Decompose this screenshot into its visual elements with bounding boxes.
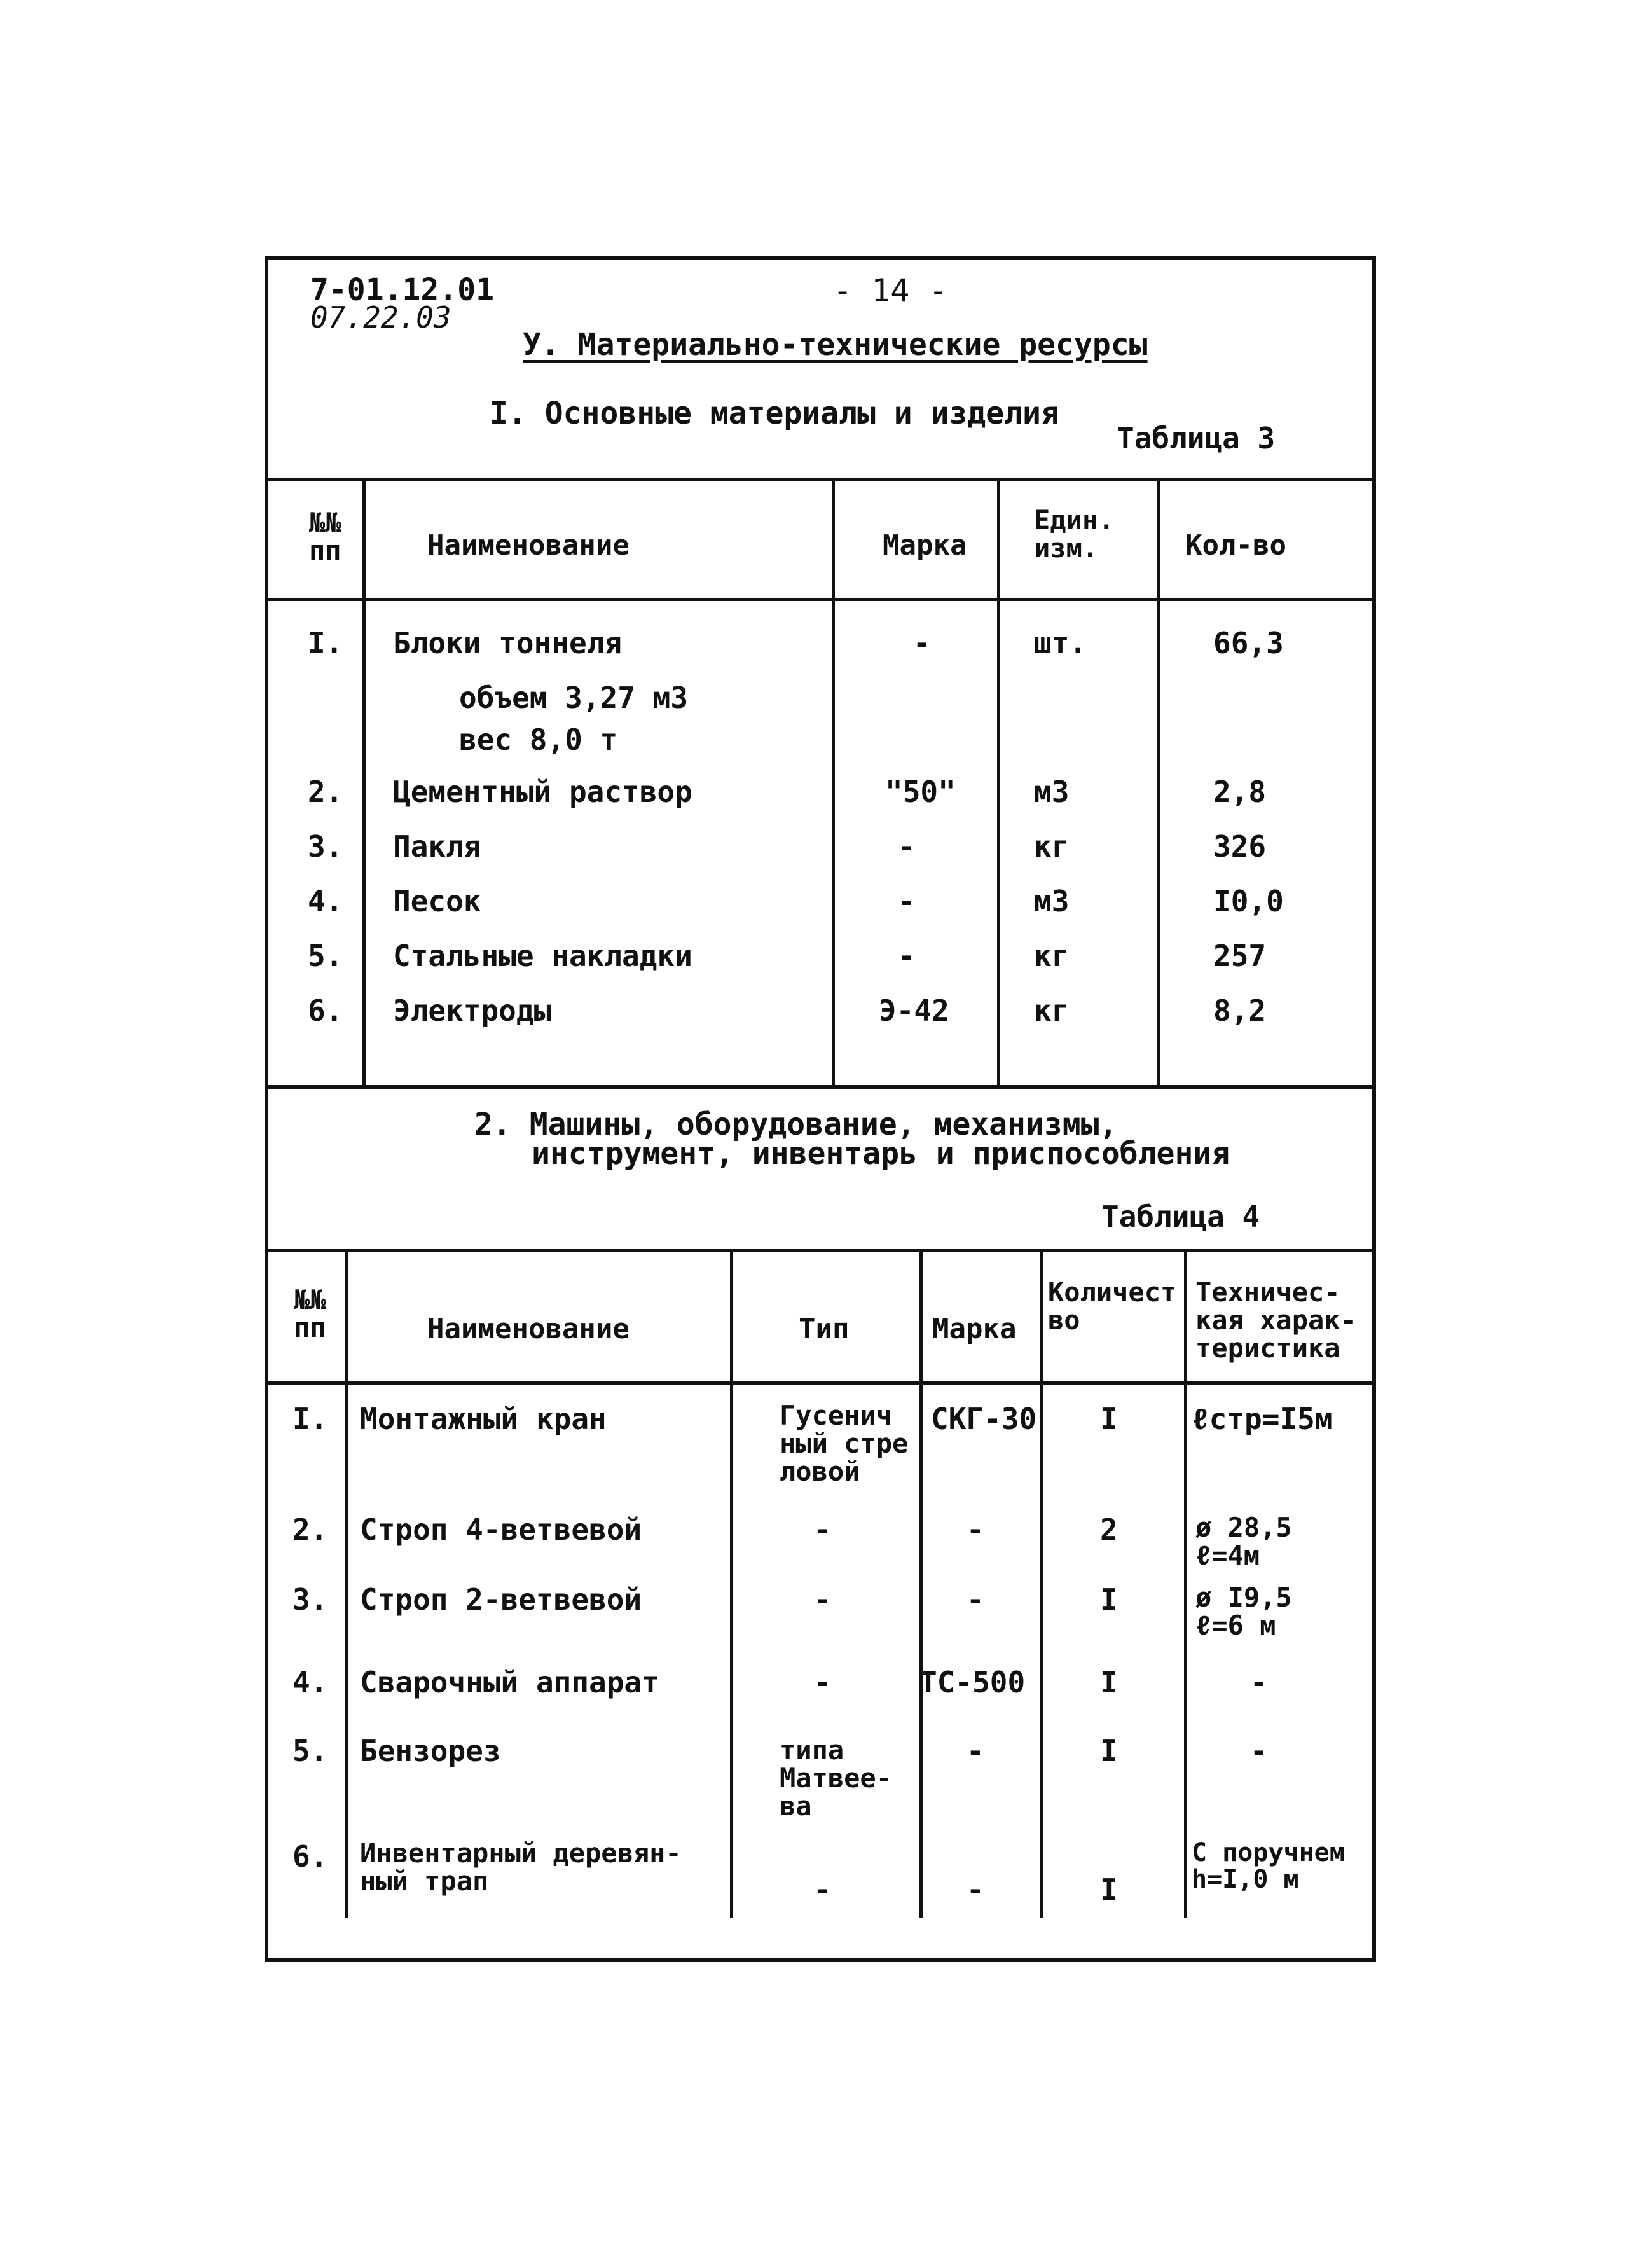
row-mark: "50" <box>885 775 956 809</box>
page-number: - 14 - <box>833 272 948 309</box>
row-tech: ø I9,5 ℓ=6 м <box>1195 1582 1292 1642</box>
table4-header-tech: Техничес- кая харак- теристика <box>1195 1276 1356 1364</box>
row-type: - <box>814 1872 832 1907</box>
row-mark: - <box>898 939 916 973</box>
row-qty: 8,2 <box>1213 993 1267 1028</box>
table3-header-border <box>265 598 1376 601</box>
row-qty: I0,0 <box>1213 884 1284 918</box>
row-num: I. <box>308 626 343 660</box>
table3-top-border <box>265 478 1376 481</box>
row-num: 3. <box>308 829 343 864</box>
table4-header-name: Наименование <box>427 1313 630 1345</box>
row-type: - <box>814 1665 832 1699</box>
row-name: Электроды <box>393 993 552 1028</box>
table3-header-unit: Един. изм. <box>1034 504 1115 564</box>
row-type: - <box>814 1582 832 1617</box>
row-unit: м3 <box>1034 775 1070 809</box>
row-unit: кг <box>1034 993 1070 1028</box>
table3-header-num: №№ пп <box>309 507 341 567</box>
table4-col-divider <box>1184 1249 1187 1918</box>
subsection-title-2: 2. Машины, оборудование, механизмы, <box>474 1107 1118 1142</box>
table3-header-mark: Марка <box>883 529 967 562</box>
doc-code-handwritten: 07.22.03 <box>310 300 451 335</box>
row-type: - <box>814 1512 832 1547</box>
row-unit: шт. <box>1034 626 1087 660</box>
table3-header-qty: Кол-во <box>1185 529 1286 562</box>
table4-caption: Таблица 4 <box>1101 1200 1260 1234</box>
row-name: Монтажный кран <box>360 1402 607 1436</box>
row-mark: - <box>967 1512 984 1547</box>
row-name: Цементный раствор <box>393 775 692 809</box>
row-mark: Э-42 <box>879 993 949 1028</box>
section-title: У. Материально-технические ресурсы <box>523 327 1148 363</box>
row-mark: - <box>898 884 916 918</box>
table4-header-type: Тип <box>799 1313 850 1345</box>
table3-col-divider <box>832 478 835 1086</box>
row-mark: ТС-500 <box>919 1665 1026 1699</box>
table4-col-divider <box>1040 1249 1043 1918</box>
row-name-detail: объем 3,27 м3 <box>459 681 689 715</box>
row-name: Сварочный аппарат <box>360 1665 659 1699</box>
row-tech: С поручнем h=I,0 м <box>1192 1838 1345 1894</box>
table3-caption: Таблица 3 <box>1117 421 1276 455</box>
table3-bottom-border <box>265 1085 1376 1089</box>
table3-col-divider <box>1157 478 1160 1086</box>
row-mark: - <box>913 626 931 660</box>
doc-code: 7-01.12.01 <box>310 272 494 308</box>
row-qty: I <box>1100 1872 1118 1907</box>
row-qty: I <box>1100 1402 1118 1436</box>
table3-col-divider <box>997 478 1000 1086</box>
row-qty: I <box>1100 1665 1118 1699</box>
row-name: Стальные накладки <box>393 939 692 973</box>
row-name: Строп 4-ветвевой <box>360 1512 642 1547</box>
row-qty: I <box>1100 1582 1118 1617</box>
row-unit: кг <box>1034 829 1070 864</box>
row-num: 5. <box>308 939 343 973</box>
row-type: типа Матвее- ва <box>780 1734 893 1822</box>
row-tech: ℓстр=I5м <box>1192 1402 1333 1436</box>
row-qty: 66,3 <box>1213 626 1284 660</box>
row-mark: СКГ-30 <box>931 1402 1037 1436</box>
row-num: 3. <box>293 1582 328 1617</box>
table3-col-divider <box>362 478 366 1086</box>
row-name: Бензорез <box>360 1734 501 1768</box>
row-mark: - <box>967 1734 984 1768</box>
row-qty: 2,8 <box>1213 775 1267 809</box>
row-num: 6. <box>308 993 343 1028</box>
row-tech: ø 28,5 ℓ=4м <box>1195 1512 1292 1572</box>
row-num: 6. <box>293 1839 328 1874</box>
row-unit: кг <box>1034 939 1070 973</box>
table4-header-border <box>265 1381 1376 1385</box>
row-name: Строп 2-ветвевой <box>360 1582 642 1617</box>
row-name: Пакля <box>393 829 481 864</box>
table3-header-name: Наименование <box>427 529 630 562</box>
row-name: Песок <box>393 884 481 918</box>
row-num: 4. <box>308 884 343 918</box>
row-name: Инвентарный деревян- ный трап <box>360 1837 682 1897</box>
row-num: 5. <box>293 1734 328 1768</box>
row-mark: - <box>967 1582 984 1617</box>
row-name-detail: вес 8,0 т <box>459 723 618 757</box>
subsection-title-2-cont: инструмент, инвентарь и приспособления <box>532 1136 1230 1172</box>
table4-header-num: №№ пп <box>294 1284 326 1344</box>
table4-col-divider <box>345 1249 348 1918</box>
row-num: 2. <box>293 1512 328 1547</box>
row-name: Блоки тоннеля <box>393 626 623 660</box>
row-type: Гусенич ный стре ловой <box>780 1400 909 1488</box>
row-mark: - <box>898 829 916 864</box>
row-qty: 257 <box>1213 939 1267 973</box>
row-tech: - <box>1250 1734 1268 1768</box>
table4-top-border <box>265 1249 1376 1252</box>
row-qty: 326 <box>1213 829 1267 864</box>
row-num: 2. <box>308 775 343 809</box>
row-tech: - <box>1250 1665 1268 1699</box>
row-unit: м3 <box>1034 884 1070 918</box>
subsection-title-1: I. Основные материалы и изделия <box>490 396 1059 431</box>
row-qty: I <box>1100 1734 1118 1768</box>
table4-col-divider <box>919 1249 923 1918</box>
row-num: 4. <box>293 1665 328 1699</box>
table4-col-divider <box>730 1249 733 1918</box>
row-qty: 2 <box>1100 1512 1118 1547</box>
row-mark: - <box>967 1872 984 1907</box>
row-num: I. <box>293 1402 328 1436</box>
table4-header-mark: Марка <box>932 1313 1017 1345</box>
table4-header-qty: Количест во <box>1048 1276 1177 1336</box>
